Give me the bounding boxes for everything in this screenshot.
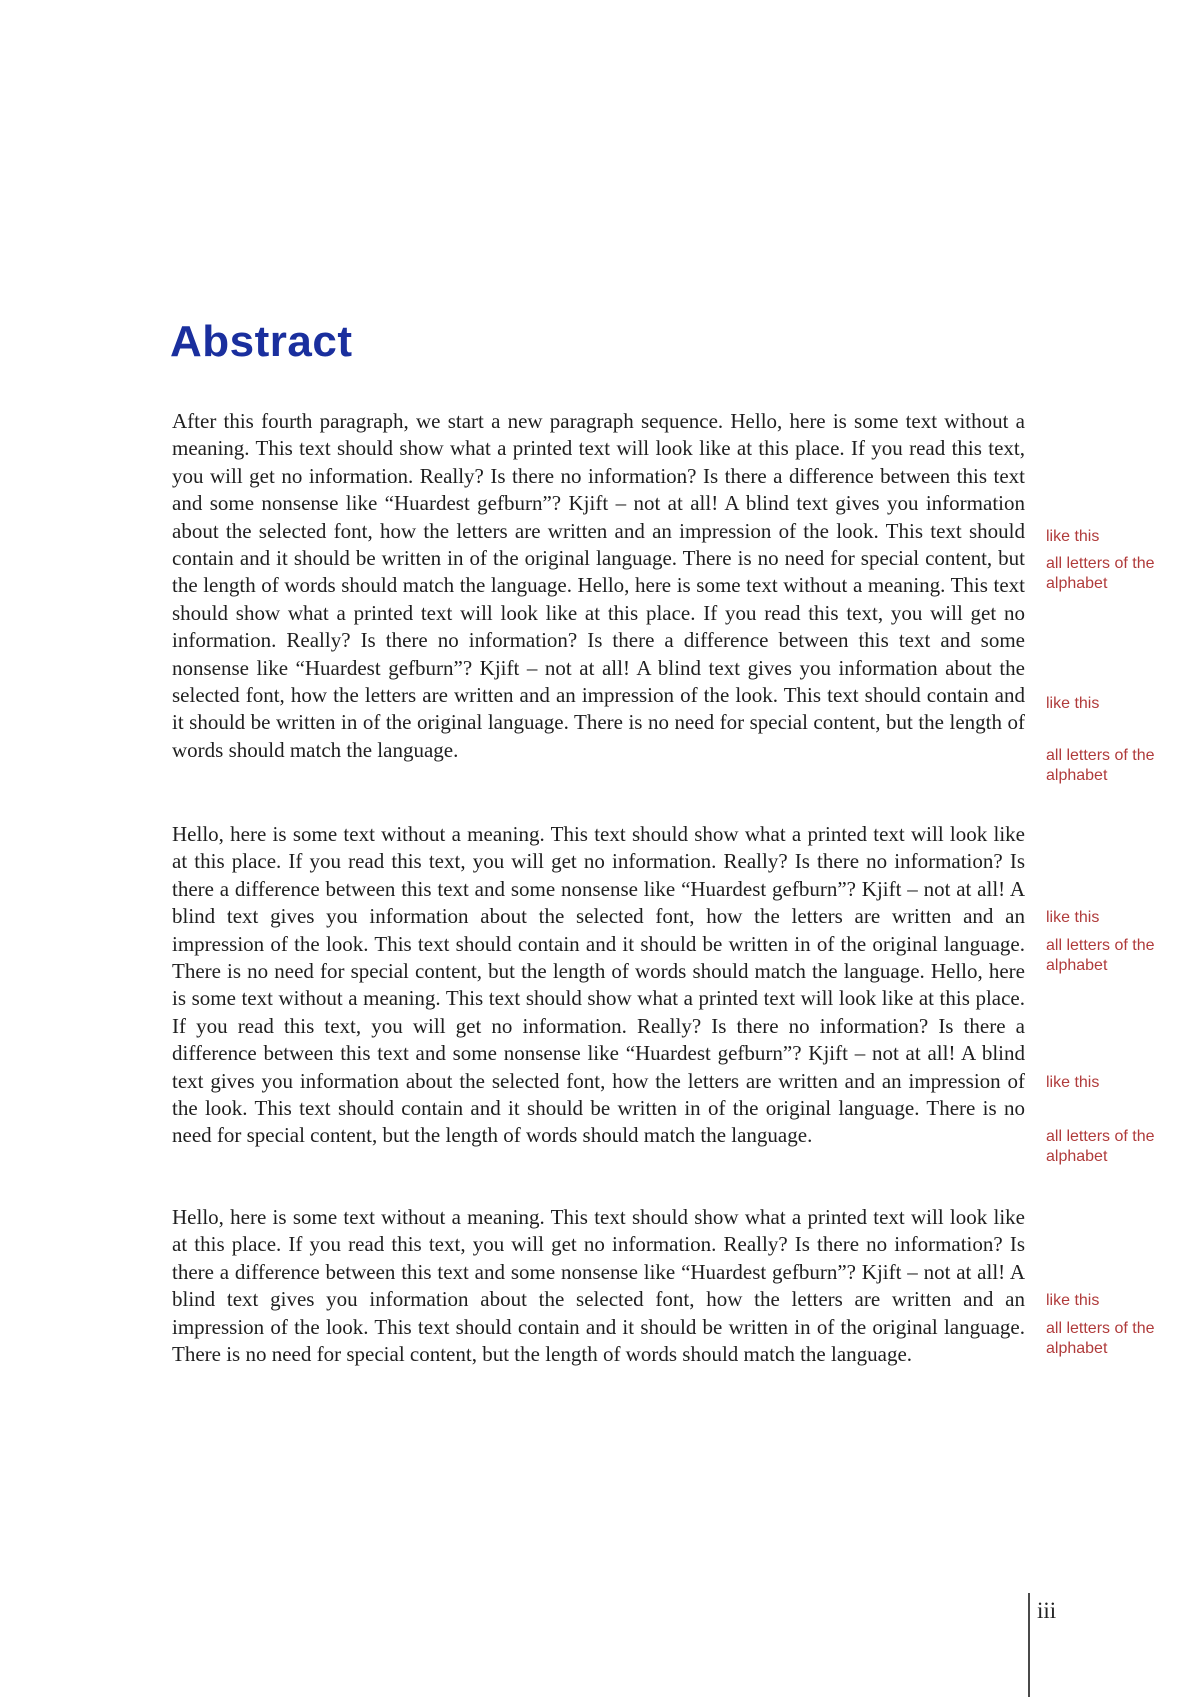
margin-note: all letters of the alphabet: [1046, 1320, 1155, 1357]
chapter-title: Abstract: [170, 317, 353, 367]
body-paragraph: Hello, here is some text without a meaning. This text should show what a printed text will look like at this place. If you read this text, you will get no information. Really? Is there no information? Is there a difference between this text and some nonsense like “Huardest gefburn”? Kjift – not at all! A blind text gives you information about the selected font, how the letters are written and an impression of the look. This text should contain and it should be written in of the original language. There is no need for special content, but the length of words should match the language.: [172, 1205, 1025, 1367]
margin-note: all letters of the alphabet: [1046, 1128, 1155, 1165]
body-paragraph: After this fourth paragraph, we start a new paragraph sequence. Hello, here is some text without a meaning. This text should show what a printed text will look like at this place. If you read this text, you will get no information. Really? Is there no information? Is there a difference between this text and some nonsense like “Huardest gefburn”? Kjift – not at all! A blind text gives you information about the selected font, how the letters are written and an impression of the look. This text should contain and it should be written in of the original language. There is no need for special content, but the length of words should match the language. Hello, here is some text without a meaning. This text should show what a printed text will look like at this place. If you read this text, you will get no information. Really? Is there no information? Is there a difference between this text and some nonsense like “Huardest gefburn”? Kjift – not at all! A blind text gives you information about the selected font, how the letters are written and an impression of the look. This text should contain and it should be written in of the original language. There is no need for special content, but the length of words should match the language.: [172, 409, 1025, 762]
margin-note: all letters of the alphabet: [1046, 747, 1155, 784]
body-paragraph: Hello, here is some text without a meaning. This text should show what a printed text will look like at this place. If you read this text, you will get no information. Really? Is there no information? Is there a difference between this text and some nonsense like “Huardest gefburn”? Kjift – not at all! A blind text gives you information about the selected font, how the letters are written and an impression of the look. This text should contain and it should be written in of the original language. There is no need for special content, but the length of words should match the language. Hello, here is some text without a meaning. This text should show what a printed text will look like at this place. If you read this text, you will get no information. Really? Is there no information? Is there a difference between this text and some nonsense like “Huardest gefburn”? Kjift – not at all! A blind text gives you information about the selected font, how the letters are written and an impression of the look. This text should contain and it should be written in of the original language. There is no need for special content, but the length of words should match the language.: [172, 822, 1025, 1148]
margin-note: like this: [1046, 528, 1100, 545]
margin-note: like this: [1046, 1292, 1100, 1309]
footer-divider-rule: [1028, 1593, 1030, 1697]
margin-note: like this: [1046, 909, 1100, 926]
page-number: iii: [1037, 1598, 1057, 1623]
margin-note: like this: [1046, 695, 1100, 712]
margin-note: all letters of the alphabet: [1046, 937, 1155, 974]
margin-note: all letters of the alphabet: [1046, 555, 1155, 592]
margin-note: like this: [1046, 1074, 1100, 1091]
